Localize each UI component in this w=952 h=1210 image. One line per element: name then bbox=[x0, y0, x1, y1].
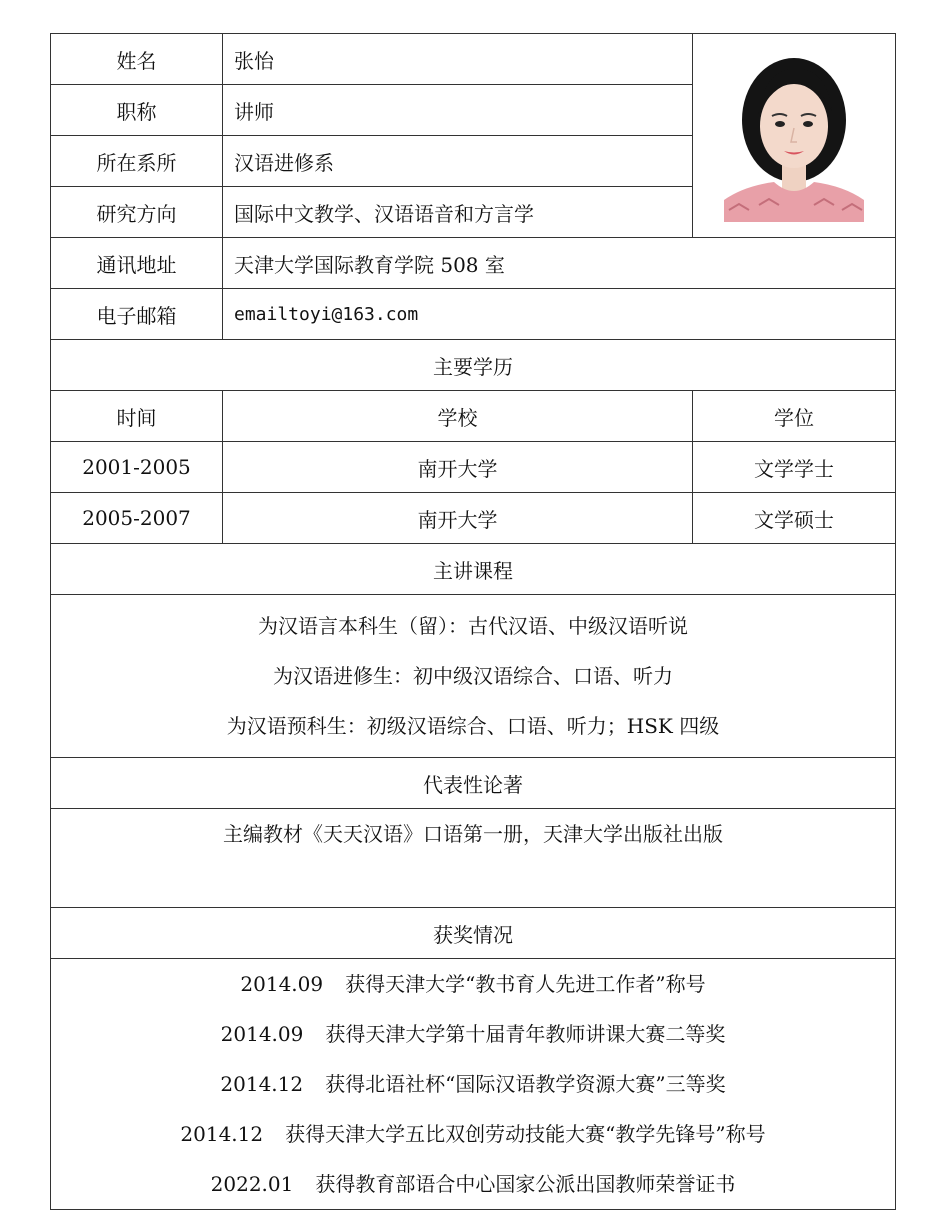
award-text: 获得教育部语合中心国家公派出国教师荣誉证书 bbox=[315, 1172, 736, 1196]
education-time: 2001-2005 bbox=[51, 442, 223, 493]
work-line: 主编教材《天天汉语》口语第一册，天津大学出版社出版 bbox=[223, 822, 723, 846]
email-label: 电子邮箱 bbox=[51, 289, 223, 340]
courses-list bbox=[51, 595, 896, 758]
works-list bbox=[51, 809, 896, 908]
award-date: 2014.09 bbox=[240, 972, 324, 996]
portrait-image bbox=[724, 50, 864, 222]
education-col-school: 学校 bbox=[223, 391, 693, 442]
list-item bbox=[51, 1109, 895, 1159]
dept-label: 所在系所 bbox=[51, 136, 223, 187]
portrait-photo bbox=[724, 50, 864, 222]
list-item bbox=[51, 959, 895, 1009]
title-value: 讲师 bbox=[223, 85, 693, 136]
course-line: 为汉语预科生：初级汉语综合、口语、听力；HSK 四级 bbox=[226, 714, 720, 738]
address-label: 通讯地址 bbox=[51, 238, 223, 289]
table-row bbox=[51, 442, 896, 493]
email-value: emailtoyi@163.com bbox=[223, 289, 896, 340]
education-col-degree: 学位 bbox=[693, 391, 896, 442]
address-value: 天津大学国际教育学院 508 室 bbox=[223, 238, 896, 289]
education-heading: 主要学历 bbox=[51, 340, 896, 391]
course-line: 为汉语言本科生（留）：古代汉语、中级汉语听说 bbox=[258, 614, 688, 638]
award-text: 获得北语社杯“国际汉语教学资源大赛”三等奖 bbox=[325, 1072, 726, 1096]
works-heading: 代表性论著 bbox=[51, 758, 896, 809]
course-line: 为汉语进修生：初中级汉语综合、口语、听力 bbox=[273, 664, 673, 688]
award-date: 2014.12 bbox=[220, 1072, 304, 1096]
education-school: 南开大学 bbox=[223, 442, 693, 493]
education-degree: 文学学士 bbox=[693, 442, 896, 493]
dept-value: 汉语进修系 bbox=[223, 136, 693, 187]
name-value: 张怡 bbox=[223, 34, 693, 85]
list-item bbox=[51, 1159, 895, 1209]
award-date: 2014.12 bbox=[180, 1122, 264, 1146]
award-text: 获得天津大学五比双创劳动技能大赛“教学先锋号”称号 bbox=[285, 1122, 766, 1146]
award-text: 获得天津大学“教书育人先进工作者”称号 bbox=[345, 972, 706, 996]
list-item bbox=[51, 1059, 895, 1109]
awards-list bbox=[51, 959, 896, 1210]
award-text: 获得天津大学第十届青年教师讲课大赛二等奖 bbox=[325, 1022, 726, 1046]
education-degree: 文学硕士 bbox=[693, 493, 896, 544]
research-label: 研究方向 bbox=[51, 187, 223, 238]
award-date: 2014.09 bbox=[220, 1022, 304, 1046]
list-item bbox=[51, 1009, 895, 1059]
photo-cell bbox=[693, 34, 896, 238]
research-value: 国际中文教学、汉语语音和方言学 bbox=[223, 187, 693, 238]
award-date: 2022.01 bbox=[210, 1172, 294, 1196]
awards-heading: 获奖情况 bbox=[51, 908, 896, 959]
title-label: 职称 bbox=[51, 85, 223, 136]
table-row bbox=[51, 493, 896, 544]
education-school: 南开大学 bbox=[223, 493, 693, 544]
name-label: 姓名 bbox=[51, 34, 223, 85]
education-time: 2005-2007 bbox=[51, 493, 223, 544]
courses-heading: 主讲课程 bbox=[51, 544, 896, 595]
profile-table bbox=[50, 33, 896, 1210]
education-col-time: 时间 bbox=[51, 391, 223, 442]
